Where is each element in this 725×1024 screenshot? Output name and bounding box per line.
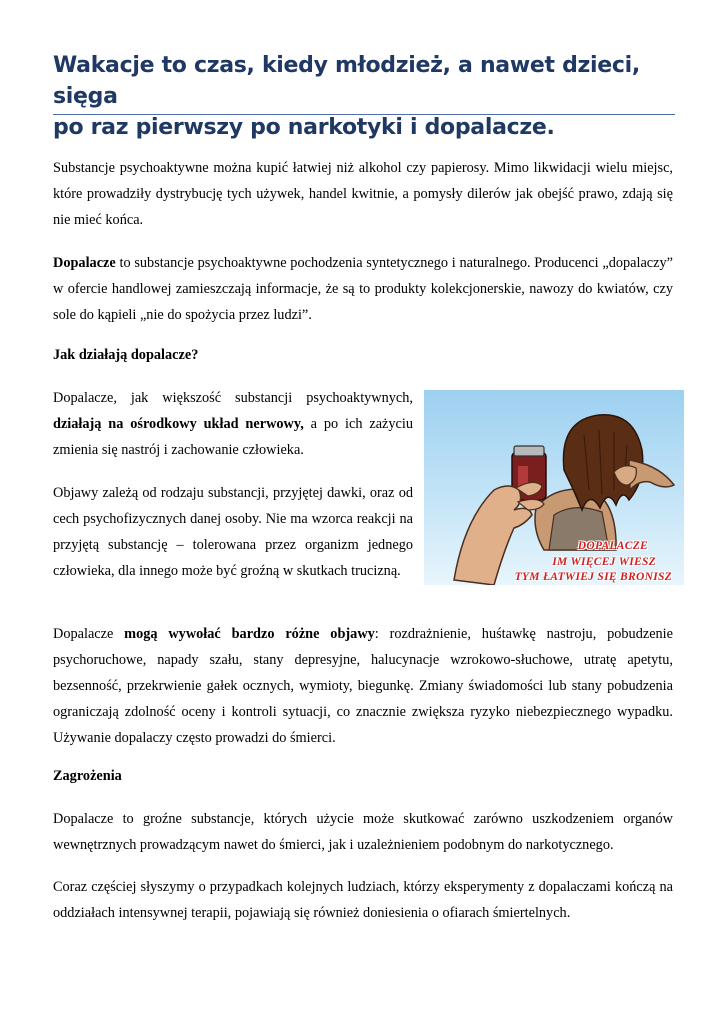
effects-text-bold: działają na ośrodkowy układ nerwowy, — [53, 416, 304, 432]
effects-text-end: a po ich zażyciu zmienia się nastrój i zachowanie człowieka. — [53, 416, 414, 458]
title-line-1: Wakacje to czas, kiedy młodzież, a nawet dzieci, sięga — [53, 53, 640, 109]
definition-text: to substancje psychoaktywne pochodzenia syntetycznego i naturalnego. Producenci „dopalaczy” w ofercie handlowej zamieszczają informacje, że są to produkty kolekcjonerskie, nawozy do kwiatów, czy sole do kąpieli „nie do spożycia przez ludzi”. — [53, 255, 673, 323]
definition-term: Dopalacze — [53, 255, 116, 271]
caption-line-2: IM WIĘCEJ WIESZ — [552, 556, 656, 568]
symptoms-list-bold: mogą wywołać bardzo różne objawy — [124, 626, 375, 642]
cases-paragraph: Coraz częściej słyszymy o przypadkach kolejnych ludziach, którzy eksperymenty z dopalaczami kończą na oddziałach intensywnej terapii, pojawiają się również doniesienia o ofiarach śmiertelnych. — [53, 879, 673, 921]
title-divider — [53, 114, 675, 115]
symptoms-list-end: : rozdrażnienie, huśtawkę nastroju, pobudzenie psychoruchowe, napady szału, stany depresyjne, halucynacje wzrokowo-słuchowe, utratę apetytu, bezsenność, przekrwienie gałek ocznych, wymioty, biegunkę. Zmiany świadomości lub stany pobudzenia ograniczają zdolność oceny i kontroli sytuacji, co znacznie zwiększa ryzyko niebezpiecznego wypadku. Używanie dopalaczy często prowadzi do śmierci. — [53, 626, 674, 746]
intro-paragraph: Substancje psychoaktywne można kupić łatwiej niż alkohol czy papierosy. Mimo likwidacji wielu miejsc, które prowadziły dystrybucję tych używek, handel kwitnie, a pomysły dilerów jak obejść prawo, zdają się nie mieć końca. — [53, 160, 673, 228]
caption-line-3: TYM ŁATWIEJ SIĘ BRONISZ — [514, 571, 672, 583]
symptoms-list-paragraph — [53, 621, 673, 751]
illustration-figure — [424, 390, 684, 585]
title-line-2: po raz pierwszy po narkotyki i dopalacze. — [53, 115, 555, 140]
effects-text-start: Dopalacze, jak większość substancji psychoaktywnych, — [53, 390, 413, 406]
section-heading-threats: Zagrożenia — [53, 768, 122, 784]
section-heading-how-they-work: Jak działają dopalacze? — [53, 347, 199, 363]
symptoms-paragraph: Objawy zależą od rodzaju substancji, przyjętej dawki, oraz od cech psychofizycznych danej osoby. Nie ma wzorca reakcji na przyjętą substancję – tolerowana przez organizm jednego człowieka, dla innego może być groźną w skutkach trucizną. — [53, 485, 413, 579]
page-title — [53, 50, 683, 143]
caption-line-1: DOPALACZE — [577, 540, 648, 552]
threats-paragraph: Dopalacze to groźne substancje, których użycie może skutkować zarówno uszkodzeniem organów wewnętrznych prowadzącym nawet do śmierci, jak i uzależnieniem podobnym do narkotycznego. — [53, 811, 673, 853]
definition-paragraph — [53, 250, 673, 328]
effects-paragraph — [53, 385, 413, 463]
symptoms-list-start: Dopalacze — [53, 626, 125, 642]
